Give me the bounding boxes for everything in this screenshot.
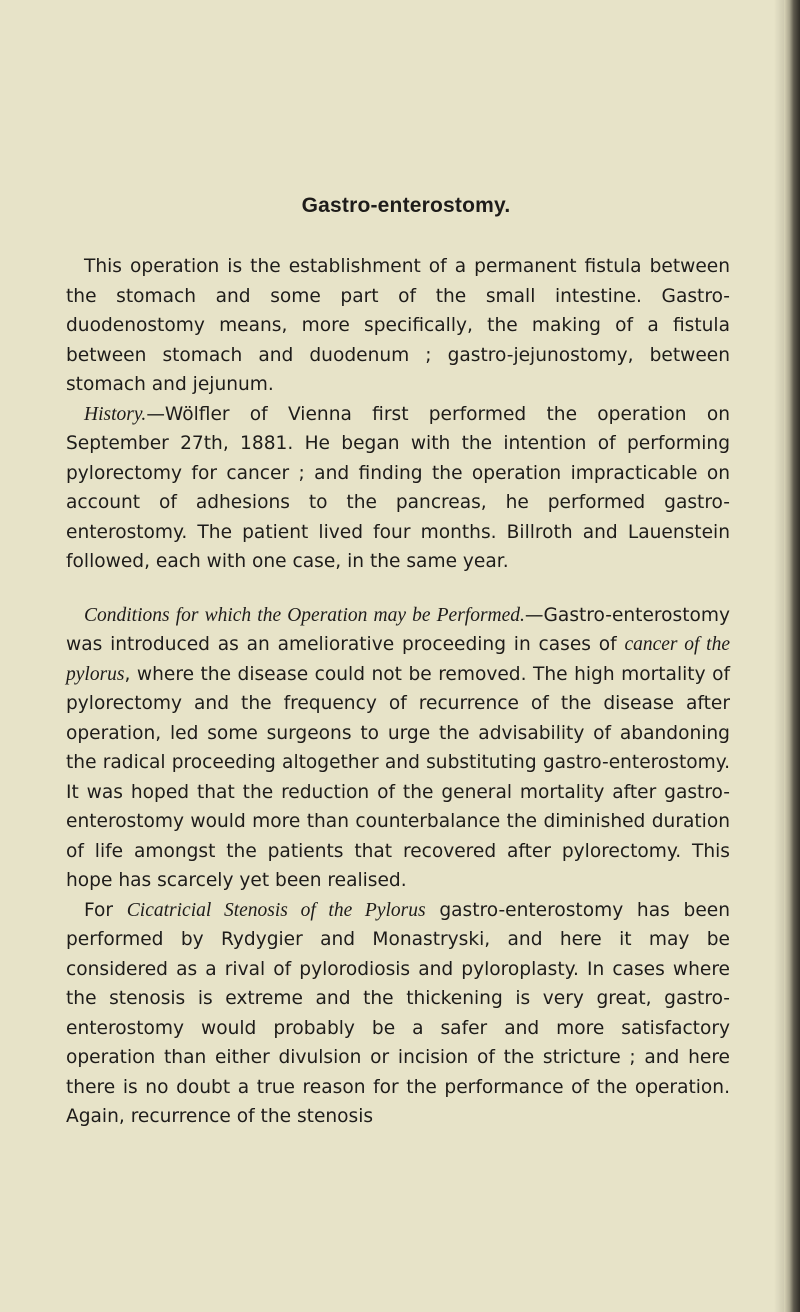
- cicatricial-label: Cicatricial Stenosis of the Pylorus: [126, 899, 426, 921]
- page-shadow: [774, 0, 784, 1312]
- cicatricial-paragraph: [66, 896, 730, 1132]
- page-content: [66, 194, 730, 1132]
- page-edge: [784, 0, 800, 1312]
- conditions-paragraph: [66, 601, 730, 896]
- history-label: History.: [84, 403, 147, 425]
- history-text: —Wölfler of Vienna first performed the operation on September 27th, 1881. He began with the intention of performing pylorectomy for cancer ; and finding the operation impracticable on account of adhesions to the pancreas, he performed gastro-enterostomy. The patient lived four months. Billroth and Lauenstein followed, each with one case, in the same year.: [66, 403, 730, 572]
- intro-paragraph: This operation is the establishment of a permanent fistula between the stomach and some part of the small intestine. Gastro-duodenostomy means, more specifically, the making of a fistula between stomach and duodenum ; gastro-jejunostomy, between stomach and jejunum.: [66, 256, 730, 395]
- page-title: Gastro-enterostomy.: [301, 194, 511, 217]
- conditions-text-a: —Gastro-enterostomy was introduced as an ameliorative proceeding in cases of: [66, 604, 730, 655]
- history-paragraph: [66, 400, 730, 577]
- for-word: For: [84, 899, 127, 921]
- cicatricial-text: gastro-enterostomy has been performed by Rydygier and Monastryski, and here it may be considered as a rival of pylorodiosis and pyloroplasty. In cases where the stenosis is extreme and the thickening is very great, gastro-enterostomy would probably be a safer and more satisfactory operation than either divulsion or incision of the stricture ; and here there is no doubt a true reason for the performance of the operation. Again, recurrence of the stenosis: [66, 899, 730, 1127]
- cancer-pylorus-term: cancer of the pylorus: [66, 634, 730, 685]
- conditions-label: Conditions for which the Operation may be Performed.: [84, 604, 525, 626]
- conditions-text-b: , where the disease could not be removed. The high mortality of pylorectomy and the frequency of recurrence of the disease after operation, led some surgeons to urge the advisability of abandoning the radical proceeding altogether and substituting gastro-enterostomy. It was hoped that the reduction of the general mortality after gastro-enterostomy would more than counterbalance the diminished duration of life amongst the patients that recovered after pylorectomy. This hope has scarcely yet been realised.: [66, 663, 730, 891]
